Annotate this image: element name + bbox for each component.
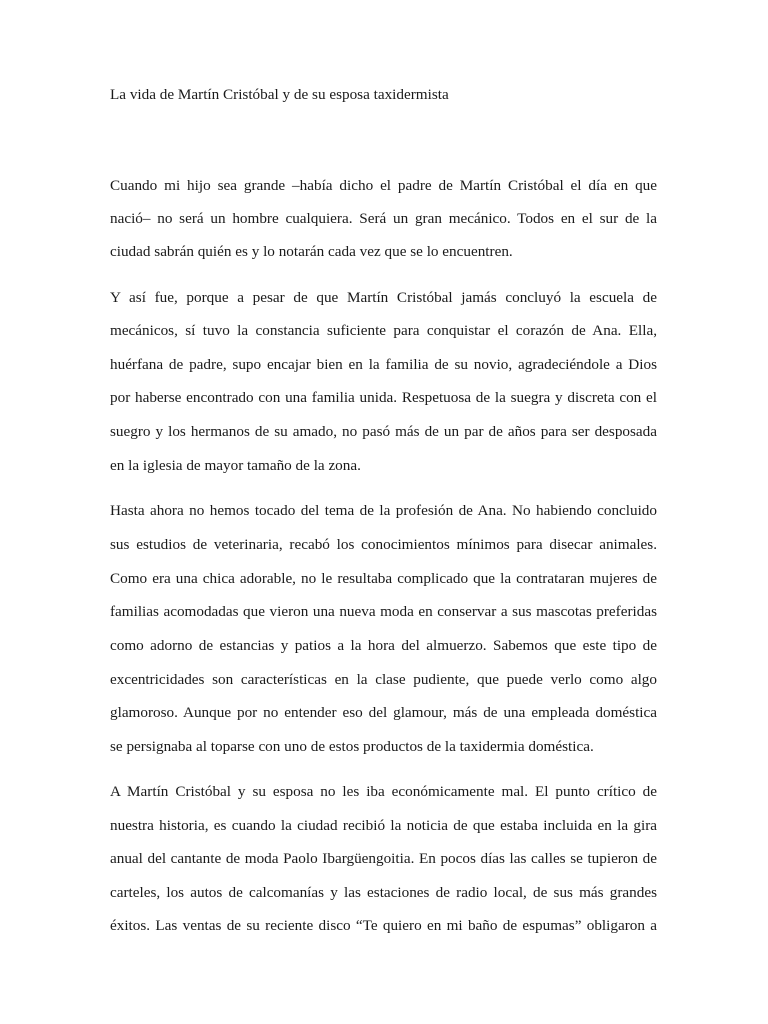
paragraph-3-line-4: familias acomodadas que vieron una nueva moda en conservar a sus mascotas preferidas [110,603,657,620]
paragraph-4-line-4: carteles, los autos de calcomanías y las estaciones de radio local, de sus más grandes [110,884,657,901]
paragraph-4-line-2: nuestra historia, es cuando la ciudad recibió la noticia de que estaba incluida en la gira [110,817,657,834]
paragraph-2-line-5: suegro y los hermanos de su amado, no pasó más de un par de años para ser desposada [110,423,657,440]
paragraph-3-line-1: Hasta ahora no hemos tocado del tema de la profesión de Ana. No habiendo concluido [110,502,657,519]
paragraph-2-line-6: en la iglesia de mayor tamaño de la zona. [110,457,361,474]
paragraph-3-line-8: se persignaba al toparse con uno de estos productos de la taxidermia doméstica. [110,738,594,755]
paragraph-3-line-3: Como era una chica adorable, no le resultaba complicado que la contrataran mujeres de [110,570,657,587]
paragraph-2-line-2: mecánicos, sí tuvo la constancia suficiente para conquistar el corazón de Ana. Ella, [110,322,657,339]
paragraph-2-line-1: Y así fue, porque a pesar de que Martín Cristóbal jamás concluyó la escuela de [110,289,657,306]
paragraph-3-line-6: excentricidades son características en la clase pudiente, que puede verlo como algo [110,671,657,688]
paragraph-4-line-1: A Martín Cristóbal y su esposa no les iba económicamente mal. El punto crítico de [110,783,657,800]
paragraph-1-line-2: nació– no será un hombre cualquiera. Será un gran mecánico. Todos en el sur de la [110,210,657,227]
paragraph-3-line-2: sus estudios de veterinaria, recabó los conocimientos mínimos para disecar animales. [110,536,657,553]
paragraph-3-line-7: glamoroso. Aunque por no entender eso del glamour, más de una empleada doméstica [110,704,657,721]
paragraph-2-line-3: huérfana de padre, supo encajar bien en la familia de su novio, agradeciéndole a Dios [110,356,657,373]
paragraph-3-line-5: como adorno de estancias y patios a la hora del almuerzo. Sabemos que este tipo de [110,637,657,654]
paragraph-4-line-3: anual del cantante de moda Paolo Ibargüengoitia. En pocos días las calles se tupieron de [110,850,657,867]
paragraph-1-line-3: ciudad sabrán quién es y lo notarán cada vez que se lo encuentren. [110,243,513,260]
document-title: La vida de Martín Cristóbal y de su esposa taxidermista [110,86,449,103]
paragraph-2-line-4: por haberse encontrado con una familia unida. Respetuosa de la suegra y discreta con el [110,389,657,406]
paragraph-4-line-5: éxitos. Las ventas de su reciente disco “Te quiero en mi baño de espumas” obligaron a [110,917,657,934]
paragraph-1-line-1: Cuando mi hijo sea grande –había dicho el padre de Martín Cristóbal el día en que [110,177,657,194]
